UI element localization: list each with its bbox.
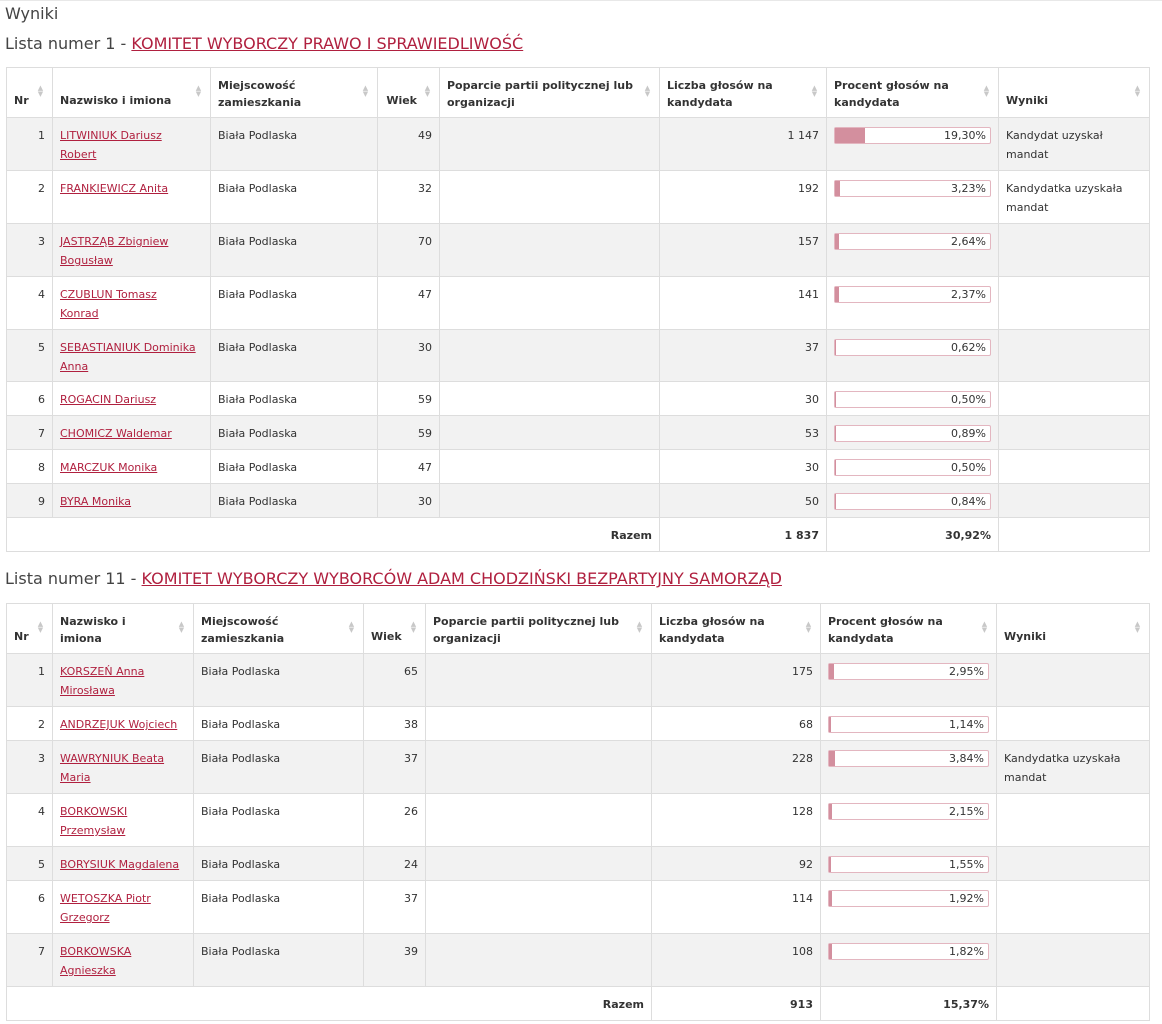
column-header-results[interactable]: Wyniki ▲ ▼ [997, 604, 1150, 654]
candidate-link[interactable]: WETOSZKA Piotr Grzegorz [60, 892, 151, 924]
cell-city: Biała Podlaska [211, 118, 378, 171]
percent-bar-fill [829, 804, 832, 819]
cell-name [53, 224, 211, 277]
sort-both-icon: ▲ ▼ [644, 84, 651, 98]
cell-name [53, 881, 194, 934]
cell-votes: 37 [660, 330, 827, 382]
cell-votes: 92 [652, 847, 821, 881]
percent-bar [834, 286, 991, 303]
cell-votes: 192 [660, 171, 827, 224]
sort-both-icon: ▲ ▼ [1134, 84, 1141, 98]
percent-value: 1,55% [949, 858, 984, 871]
percent-value: 0,50% [951, 461, 986, 474]
cell-votes: 108 [652, 934, 821, 987]
cell-nr: 4 [7, 277, 53, 330]
percent-value: 2,15% [949, 805, 984, 818]
cell-votes: 30 [660, 382, 827, 416]
cell-age: 47 [378, 450, 440, 484]
sort-both-icon: ▲ ▼ [362, 84, 369, 98]
cell-votes: 128 [652, 794, 821, 847]
candidate-link[interactable]: JASTRZĄB Zbigniew Bogusław [60, 235, 169, 267]
total-empty [997, 987, 1150, 1021]
cell-votes: 157 [660, 224, 827, 277]
percent-bar [828, 716, 989, 733]
cell-percent [827, 224, 999, 277]
candidate-link[interactable]: ROGACIN Dariusz [60, 393, 157, 406]
cell-age: 30 [378, 484, 440, 518]
column-header-nr[interactable]: Nr ▲ ▼ [7, 604, 53, 654]
cell-age: 37 [364, 881, 426, 934]
cell-support [426, 794, 652, 847]
cell-nr: 5 [7, 330, 53, 382]
cell-result [999, 484, 1150, 518]
cell-name [53, 484, 211, 518]
cell-support [440, 416, 660, 450]
column-header-percent[interactable]: Procent głosów na kandydata ▲ ▼ [821, 604, 997, 654]
cell-result [997, 847, 1150, 881]
cell-support [426, 847, 652, 881]
cell-age: 65 [364, 654, 426, 707]
cell-result [997, 881, 1150, 934]
committee-link[interactable]: KOMITET WYBORCZY PRAWO I SPRAWIEDLIWOŚĆ [131, 34, 524, 53]
column-header-results[interactable]: Wyniki ▲ ▼ [999, 68, 1150, 118]
cell-result [999, 382, 1150, 416]
list-heading [5, 569, 782, 588]
table-row [7, 224, 1150, 277]
cell-result [997, 934, 1150, 987]
percent-bar-fill [835, 494, 836, 509]
cell-age: 70 [378, 224, 440, 277]
page-title: Wyniki [5, 4, 59, 23]
cell-votes: 228 [652, 741, 821, 794]
cell-nr: 9 [7, 484, 53, 518]
percent-bar-fill [835, 340, 836, 355]
cell-votes: 68 [652, 707, 821, 741]
percent-bar-fill [835, 392, 836, 407]
cell-percent [827, 171, 999, 224]
cell-name [53, 382, 211, 416]
cell-result [999, 450, 1150, 484]
percent-value: 0,62% [951, 341, 986, 354]
percent-bar [834, 459, 991, 476]
cell-support [426, 934, 652, 987]
candidate-link[interactable]: BYRA Monika [60, 495, 132, 508]
sort-both-icon: ▲ ▼ [805, 620, 812, 634]
cell-percent [821, 881, 997, 934]
cell-name [53, 707, 194, 741]
total-votes: 1 837 [660, 518, 827, 552]
percent-bar [834, 391, 991, 408]
cell-nr: 6 [7, 382, 53, 416]
percent-bar [834, 180, 991, 197]
cell-percent [821, 707, 997, 741]
percent-bar [828, 856, 989, 873]
percent-bar-fill [835, 128, 865, 143]
list-prefix: Lista numer 1 - [5, 34, 132, 53]
total-label: Razem [7, 518, 660, 552]
cell-age: 49 [378, 118, 440, 171]
percent-bar [828, 943, 989, 960]
top-divider [0, 0, 1162, 1]
results-table [6, 67, 1150, 552]
total-votes: 913 [652, 987, 821, 1021]
sort-both-icon: ▲ ▼ [424, 84, 431, 98]
cell-percent [821, 934, 997, 987]
cell-nr: 3 [7, 224, 53, 277]
cell-age: 32 [378, 171, 440, 224]
cell-name [53, 277, 211, 330]
percent-bar [828, 750, 989, 767]
table-row [7, 450, 1150, 484]
cell-nr: 1 [7, 118, 53, 171]
table-row [7, 847, 1150, 881]
candidate-link[interactable]: CZUBLUN Tomasz Konrad [60, 288, 157, 320]
cell-votes: 53 [660, 416, 827, 450]
sort-both-icon: ▲ ▼ [37, 84, 44, 98]
cell-name [53, 934, 194, 987]
cell-age: 39 [364, 934, 426, 987]
percent-value: 0,89% [951, 427, 986, 440]
table-row [7, 484, 1150, 518]
cell-age: 47 [378, 277, 440, 330]
cell-percent [827, 450, 999, 484]
cell-age: 30 [378, 330, 440, 382]
cell-votes: 175 [652, 654, 821, 707]
cell-percent [827, 484, 999, 518]
candidate-link[interactable]: BORKOWSKA Agnieszka [60, 945, 132, 977]
sort-both-icon: ▲ ▼ [811, 84, 818, 98]
cell-support [426, 654, 652, 707]
cell-percent [821, 794, 997, 847]
percent-bar [834, 127, 991, 144]
percent-value: 19,30% [944, 129, 986, 142]
results-table [6, 603, 1150, 1021]
percent-bar [828, 803, 989, 820]
percent-bar [828, 663, 989, 680]
cell-result: Kandydatka uzyskała mandat [999, 171, 1150, 224]
column-header-support[interactable]: Poparcie partii politycznej lub organizacji ▲ ▼ [440, 68, 660, 118]
table-row [7, 171, 1150, 224]
sort-both-icon: ▲ ▼ [983, 84, 990, 98]
cell-nr: 2 [7, 707, 53, 741]
cell-city: Biała Podlaska [194, 654, 364, 707]
cell-result [999, 224, 1150, 277]
cell-support [426, 741, 652, 794]
percent-bar-fill [829, 717, 831, 732]
cell-name [53, 794, 194, 847]
cell-support [440, 330, 660, 382]
cell-city: Biała Podlaska [211, 330, 378, 382]
percent-value: 2,37% [951, 288, 986, 301]
sort-both-icon: ▲ ▼ [410, 620, 417, 634]
table-row [7, 277, 1150, 330]
cell-percent [827, 382, 999, 416]
sort-both-icon: ▲ ▼ [981, 620, 988, 634]
cell-city: Biała Podlaska [211, 484, 378, 518]
cell-percent [821, 654, 997, 707]
cell-city: Biała Podlaska [194, 794, 364, 847]
cell-votes: 50 [660, 484, 827, 518]
cell-support [440, 484, 660, 518]
cell-nr: 7 [7, 934, 53, 987]
cell-percent [827, 330, 999, 382]
sort-both-icon: ▲ ▼ [195, 84, 202, 98]
candidate-link[interactable]: WAWRYNIUK Beata Maria [60, 752, 165, 784]
percent-value: 1,92% [949, 892, 984, 905]
cell-city: Biała Podlaska [211, 416, 378, 450]
percent-bar [834, 425, 991, 442]
percent-bar [834, 493, 991, 510]
cell-result [997, 794, 1150, 847]
percent-bar-fill [835, 426, 836, 441]
table-row [7, 382, 1150, 416]
cell-support [426, 881, 652, 934]
total-percent: 30,92% [827, 518, 999, 552]
candidate-link[interactable]: FRANKIEWICZ Anita [60, 182, 169, 195]
cell-nr: 3 [7, 741, 53, 794]
cell-votes: 141 [660, 277, 827, 330]
column-header-name[interactable]: Nazwisko i imiona ▲ ▼ [53, 68, 211, 118]
cell-percent [821, 847, 997, 881]
column-header-votes[interactable]: Liczba głosów na kandydata ▲ ▼ [660, 68, 827, 118]
cell-nr: 1 [7, 654, 53, 707]
table-row [7, 881, 1150, 934]
cell-support [440, 450, 660, 484]
column-header-age[interactable]: Wiek ▲ ▼ [364, 604, 426, 654]
cell-result [999, 416, 1150, 450]
cell-age: 26 [364, 794, 426, 847]
table-row [7, 741, 1150, 794]
percent-bar-fill [835, 234, 839, 249]
cell-votes: 114 [652, 881, 821, 934]
column-header-age[interactable]: Wiek ▲ ▼ [378, 68, 440, 118]
percent-bar-fill [829, 751, 835, 766]
percent-value: 1,82% [949, 945, 984, 958]
cell-city: Biała Podlaska [211, 224, 378, 277]
cell-support [440, 118, 660, 171]
column-header-votes[interactable]: Liczba głosów na kandydata ▲ ▼ [652, 604, 821, 654]
cell-support [440, 277, 660, 330]
cell-nr: 5 [7, 847, 53, 881]
cell-result [999, 330, 1150, 382]
percent-bar [834, 233, 991, 250]
percent-bar-fill [829, 664, 834, 679]
candidate-link[interactable]: SEBASTIANIUK Dominika Anna [60, 341, 196, 373]
column-header-city[interactable]: Miejscowość zamieszkania ▲ ▼ [194, 604, 364, 654]
cell-age: 59 [378, 382, 440, 416]
cell-result [997, 654, 1150, 707]
cell-votes: 1 147 [660, 118, 827, 171]
cell-result: Kandydatka uzyskała mandat [997, 741, 1150, 794]
cell-percent [827, 118, 999, 171]
cell-result: Kandydat uzyskał mandat [999, 118, 1150, 171]
percent-bar-fill [835, 460, 836, 475]
cell-name [53, 450, 211, 484]
percent-value: 0,84% [951, 495, 986, 508]
cell-city: Biała Podlaska [211, 171, 378, 224]
table-row [7, 707, 1150, 741]
table-row [7, 794, 1150, 847]
table-row [7, 934, 1150, 987]
percent-value: 3,84% [949, 752, 984, 765]
cell-percent [827, 416, 999, 450]
cell-support [440, 382, 660, 416]
cell-age: 24 [364, 847, 426, 881]
candidate-link[interactable]: ANDRZEJUK Wojciech [60, 718, 178, 731]
sort-both-icon: ▲ ▼ [37, 620, 44, 634]
percent-value: 2,95% [949, 665, 984, 678]
column-header-nr[interactable]: Nr ▲ ▼ [7, 68, 53, 118]
percent-bar [834, 339, 991, 356]
percent-value: 0,50% [951, 393, 986, 406]
cell-percent [827, 277, 999, 330]
total-empty [999, 518, 1150, 552]
cell-name [53, 741, 194, 794]
candidate-link[interactable]: MARCZUK Monika [60, 461, 158, 474]
percent-bar-fill [835, 181, 840, 196]
committee-link[interactable]: KOMITET WYBORCZY WYBORCÓW ADAM CHODZIŃSKI BEZPARTYJNY SAMORZĄD [141, 569, 782, 588]
cell-name [53, 847, 194, 881]
cell-name [53, 416, 211, 450]
cell-age: 37 [364, 741, 426, 794]
cell-city: Biała Podlaska [211, 277, 378, 330]
cell-city: Biała Podlaska [211, 382, 378, 416]
candidate-link[interactable]: CHOMICZ Waldemar [60, 427, 172, 440]
cell-age: 38 [364, 707, 426, 741]
percent-bar-fill [829, 891, 832, 906]
cell-nr: 4 [7, 794, 53, 847]
cell-name [53, 118, 211, 171]
table-row [7, 654, 1150, 707]
cell-age: 59 [378, 416, 440, 450]
total-row [7, 518, 1150, 552]
cell-city: Biała Podlaska [211, 450, 378, 484]
cell-support [440, 171, 660, 224]
percent-bar-fill [829, 857, 831, 872]
cell-support [440, 224, 660, 277]
cell-city: Biała Podlaska [194, 707, 364, 741]
column-header-percent[interactable]: Procent głosów na kandydata ▲ ▼ [827, 68, 999, 118]
total-label: Razem [7, 987, 652, 1021]
sort-both-icon: ▲ ▼ [1134, 620, 1141, 634]
sort-both-icon: ▲ ▼ [348, 620, 355, 634]
sort-both-icon: ▲ ▼ [178, 620, 185, 634]
table-row [7, 118, 1150, 171]
column-header-city[interactable]: Miejscowość zamieszkania ▲ ▼ [211, 68, 378, 118]
percent-value: 2,64% [951, 235, 986, 248]
cell-name [53, 330, 211, 382]
column-header-support[interactable]: Poparcie partii politycznej lub organizacji ▲ ▼ [426, 604, 652, 654]
cell-result [999, 277, 1150, 330]
column-header-name[interactable]: Nazwisko i imiona ▲ ▼ [53, 604, 194, 654]
cell-support [426, 707, 652, 741]
cell-nr: 8 [7, 450, 53, 484]
percent-value: 3,23% [951, 182, 986, 195]
candidate-link[interactable]: BORYSIUK Magdalena [60, 858, 180, 871]
percent-bar [828, 890, 989, 907]
table-row [7, 330, 1150, 382]
cell-city: Biała Podlaska [194, 934, 364, 987]
cell-city: Biała Podlaska [194, 847, 364, 881]
candidate-link[interactable]: BORKOWSKI Przemysław [60, 805, 128, 837]
candidate-link[interactable]: LITWINIUK Dariusz Robert [60, 129, 162, 161]
cell-nr: 7 [7, 416, 53, 450]
candidate-link[interactable]: KORSZEŃ Anna Mirosława [60, 665, 145, 697]
list-prefix: Lista numer 11 - [5, 569, 142, 588]
cell-result [997, 707, 1150, 741]
cell-nr: 2 [7, 171, 53, 224]
total-row [7, 987, 1150, 1021]
table-row [7, 416, 1150, 450]
cell-name [53, 654, 194, 707]
percent-value: 1,14% [949, 718, 984, 731]
cell-city: Biała Podlaska [194, 741, 364, 794]
cell-name [53, 171, 211, 224]
total-percent: 15,37% [821, 987, 997, 1021]
percent-bar-fill [835, 287, 839, 302]
sort-both-icon: ▲ ▼ [636, 620, 643, 634]
cell-city: Biała Podlaska [194, 881, 364, 934]
cell-percent [821, 741, 997, 794]
percent-bar-fill [829, 944, 832, 959]
cell-nr: 6 [7, 881, 53, 934]
cell-votes: 30 [660, 450, 827, 484]
list-heading [5, 34, 523, 53]
